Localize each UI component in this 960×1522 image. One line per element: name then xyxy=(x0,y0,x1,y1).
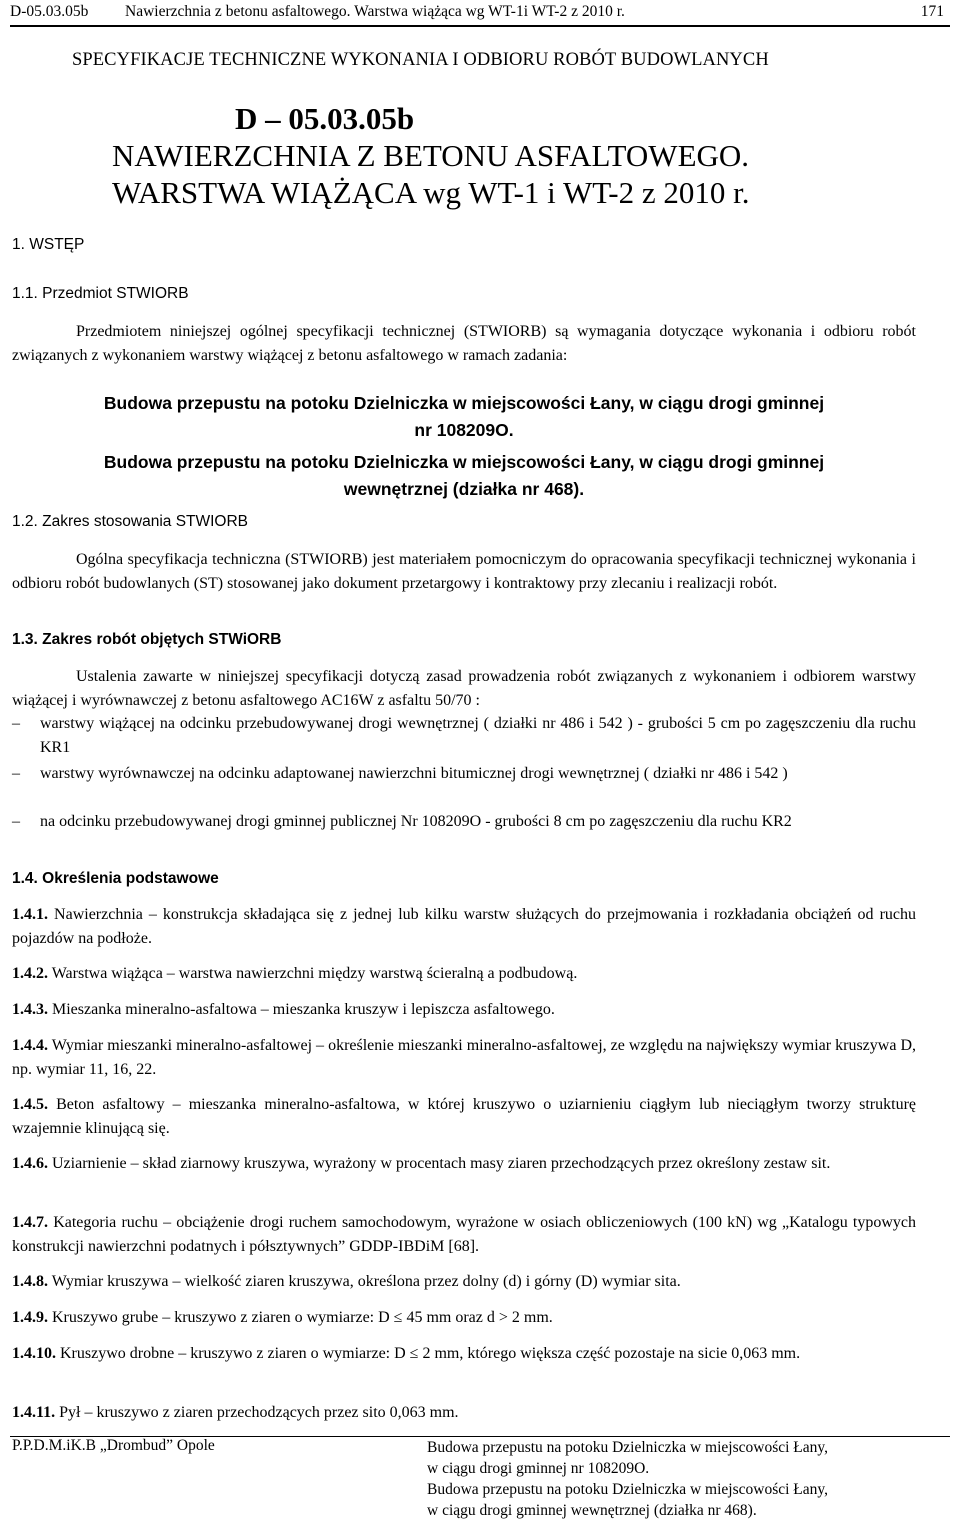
paragraph-1-2-text: Ogólna specyfikacja techniczna (STWIORB) jest materiałem pomocniczym do opracowania specyfikacji technicznej wykonania i odbioru robót budowlanych (ST) stosowanej jako dokument przetargowy i kontraktowy przy zlecaniu i realizacji robót. xyxy=(12,551,916,592)
dash-bullet: – xyxy=(12,765,20,782)
list-item-text: warstwy wyrównawczej na odcinku adaptowanej nawierzchni bitumicznej drogi wewnętrznej ( działki nr 486 i 542 ) xyxy=(40,765,788,782)
definition-item xyxy=(12,1342,916,1366)
definition-item xyxy=(12,1034,916,1081)
definition-number: 1.4.8. xyxy=(12,1273,48,1290)
definition-text: Warstwa wiążąca – warstwa nawierzchni między warstwą ścieralną a podbudową. xyxy=(51,965,578,982)
definition-text: Nawierzchnia – konstrukcja składająca się z jednej lub kilku warstw służących do przejmowania i rozkładania obciążeń od ruchu pojazdów na podłoże. xyxy=(12,906,917,947)
list-item xyxy=(12,762,916,786)
footer-company: P.P.D.M.iK.B „Drombud” Opole xyxy=(12,1437,215,1454)
definition-text: Kategoria ruchu – obciążenie drogi ruchem samochodowym, wyrażone w osiach obliczeniowych (100 kN) wg „Katalogu typowych konstrukcji nawierzchni podatnych i półsztywnych” GDDP-IBDiM [68]. xyxy=(12,1214,917,1255)
header-code: D-05.03.05b xyxy=(10,3,89,20)
dash-bullet: – xyxy=(12,813,20,830)
definition-text: Kruszywo grube – kruszywo z ziaren o wymiarze: D ≤ 45 mm oraz d > 2 mm. xyxy=(52,1309,553,1326)
definition-item xyxy=(12,962,916,986)
footer-project-line: w ciągu drogi gminnej nr 108209O. xyxy=(427,1460,650,1477)
footer-project xyxy=(427,1437,828,1521)
header-rule xyxy=(10,25,950,27)
project-1-line1: Budowa przepustu na potoku Dzielniczka w miejscowości Łany, w ciągu drogi gminnej xyxy=(103,393,825,413)
section-heading-1-4: 1.4. Określenia podstawowe xyxy=(12,870,219,887)
paragraph-1-3-text: Ustalenia zawarte w niniejszej specyfikacji dotyczą zasad prowadzenia robót związanych z wykonaniem i odbiorem warstwy wiążącej i wyrównawczej z betonu asfaltowego AC16W z asfaltu 50/70 : xyxy=(12,668,916,709)
definition-text: Wymiar kruszywa – wielkość ziaren kruszywa, określona przez dolny (d) i górny (D) wymiar sita. xyxy=(51,1273,681,1290)
definition-item xyxy=(12,1401,916,1425)
paragraph-1-2 xyxy=(12,548,916,595)
definition-number: 1.4.2. xyxy=(12,965,48,982)
list-item xyxy=(12,810,916,834)
list-item-text: na odcinku przebudowywanej drogi gminnej publicznej Nr 108209O - grubości 8 cm po zagęszczeniu dla ruchu KR2 xyxy=(40,813,792,830)
project-2-line2: wewnętrznej (działka nr 468). xyxy=(343,479,585,499)
footer-project-line: w ciągu drogi gminnej wewnętrznej (działka nr 468). xyxy=(427,1502,757,1519)
doc-title-line1: NAWIERZCHNIA Z BETONU ASFALTOWEGO. xyxy=(112,138,750,173)
definition-item xyxy=(12,1152,916,1176)
project-1-line2: nr 108209O. xyxy=(414,420,514,440)
definition-text: Kruszywo drobne – kruszywo z ziaren o wymiarze: D ≤ 2 mm, którego większa część pozostaje na sicie 0,063 mm. xyxy=(60,1345,801,1362)
definition-number: 1.4.1. xyxy=(12,906,48,923)
doc-title-line2: WARSTWA WIĄŻĄCA wg WT-1 i WT-2 z 2010 r. xyxy=(112,175,750,210)
section-heading-1-2: 1.2. Zakres stosowania STWIORB xyxy=(12,513,249,530)
section-heading-1-1: 1.1. Przedmiot STWIORB xyxy=(12,285,189,302)
list-item-text: warstwy wiążącej na odcinku przebudowywanej drogi wewnętrznej ( działki nr 486 i 542 ) - grubości 5 cm po zagęszczeniu dla ruchu KR1 xyxy=(40,715,916,756)
definition-number: 1.4.4. xyxy=(12,1037,48,1054)
list-item xyxy=(12,712,916,759)
definition-number: 1.4.10. xyxy=(12,1345,56,1362)
definition-text: Mieszanka mineralno-asfaltowa – mieszanka kruszyw i lepiszcza asfaltowego. xyxy=(52,1001,555,1018)
definition-number: 1.4.3. xyxy=(12,1001,48,1018)
section-heading-1-3: 1.3. Zakres robót objętych STWiORB xyxy=(12,631,282,648)
spec-title: SPECYFIKACJE TECHNICZNE WYKONANIA I ODBIORU ROBÓT BUDOWLANYCH xyxy=(72,50,769,70)
definition-text: Wymiar mieszanki mineralno-asfaltowej – określenie mieszanki mineralno-asfaltowej, ze względu na największy wymiar kruszywa D, np. wymiar 11, 16, 22. xyxy=(12,1037,916,1078)
definition-item xyxy=(12,1270,916,1294)
doc-code: D – 05.03.05b xyxy=(235,101,415,136)
footer-project-line: Budowa przepustu na potoku Dzielniczka w miejscowości Łany, xyxy=(427,1481,829,1498)
definition-item xyxy=(12,1093,916,1140)
definition-item xyxy=(12,1211,916,1258)
definition-number: 1.4.7. xyxy=(12,1214,48,1231)
running-header xyxy=(10,3,948,23)
definition-number: 1.4.9. xyxy=(12,1309,48,1326)
definition-item xyxy=(12,1306,916,1330)
definition-text: Uziarnienie – skład ziarnowy kruszywa, wyrażony w procentach masy ziaren przechodzących przez określony zestaw sit. xyxy=(52,1155,831,1172)
definition-text: Beton asfaltowy – mieszanka mineralno-asfaltowa, w której kruszywo o uziarnieniu ciągłym lub nieciągłym tworzy strukturę wzajemnie klinującą się. xyxy=(12,1096,917,1137)
definition-number: 1.4.6. xyxy=(12,1155,48,1172)
footer-project-line: Budowa przepustu na potoku Dzielniczka w miejscowości Łany, xyxy=(427,1439,829,1456)
paragraph-1-1-text: Przedmiotem niniejszej ogólnej specyfikacji technicznej (STWIORB) są wymagania dotyczące wykonania i odbioru robót związanych z wykonaniem warstwy wiążącej z betonu asfaltowego w ramach zadania: xyxy=(12,323,916,364)
section-heading-1: 1. WSTĘP xyxy=(12,236,85,253)
dash-bullet: – xyxy=(12,715,20,732)
header-title: Nawierzchnia z betonu asfaltowego. Warstwa wiążąca wg WT-1i WT-2 z 2010 r. xyxy=(125,3,625,20)
page-number: 171 xyxy=(920,3,944,20)
project-2-line1: Budowa przepustu na potoku Dzielniczka w miejscowości Łany, w ciągu drogi gminnej xyxy=(103,452,825,472)
definition-item xyxy=(12,998,916,1022)
definition-item xyxy=(12,903,916,950)
definition-text: Pył – kruszywo z ziaren przechodzących przez sito 0,063 mm. xyxy=(59,1404,459,1421)
definition-number: 1.4.5. xyxy=(12,1096,48,1113)
paragraph-1-1 xyxy=(12,320,916,367)
paragraph-1-3 xyxy=(12,665,916,712)
definition-number: 1.4.11. xyxy=(12,1404,56,1421)
